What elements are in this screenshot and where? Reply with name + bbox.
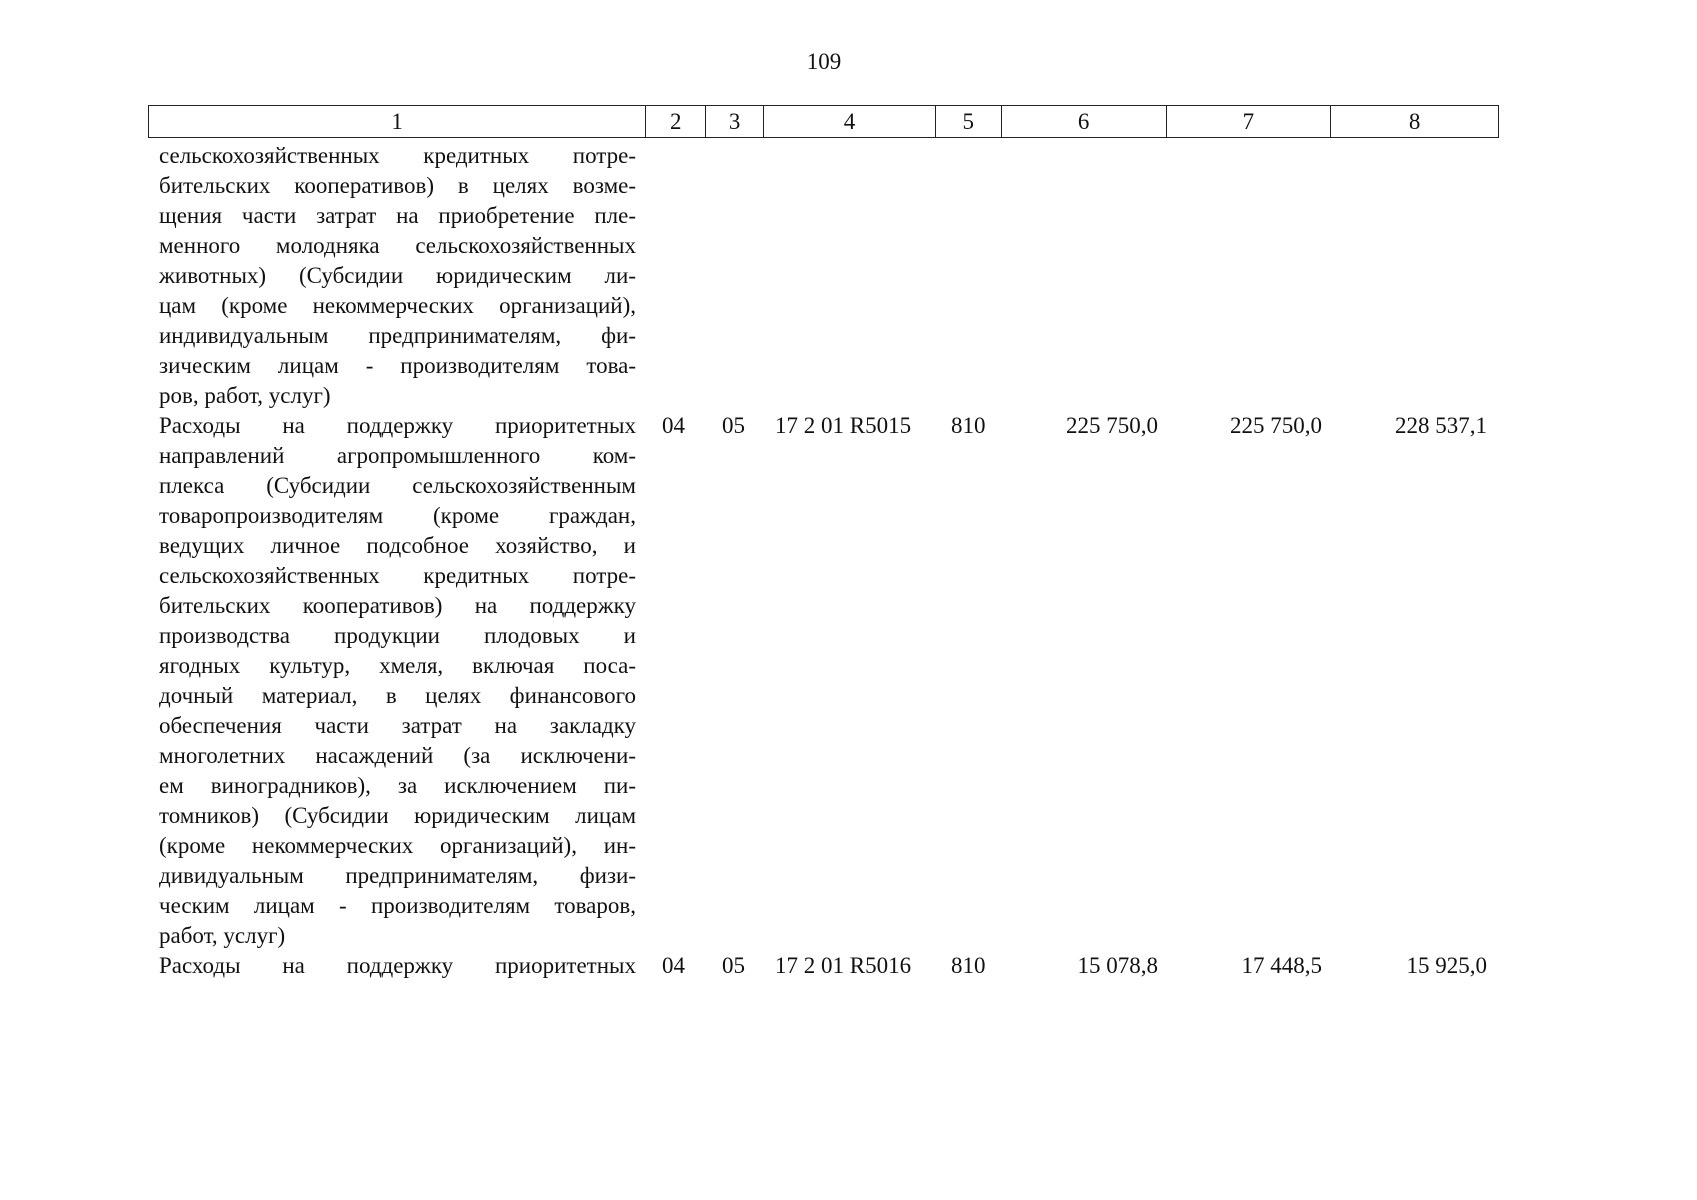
text-line: бительских кооперативов) в целях возме- <box>159 173 636 198</box>
text-line: бительских кооперативов) на поддержку <box>159 593 636 618</box>
amount-col7: 225 750,0 <box>1230 413 1322 438</box>
column-header-1: 1 <box>149 106 646 137</box>
text-line: менного молодняка сельскохозяйственных <box>159 233 636 258</box>
column-header-4: 4 <box>764 106 936 137</box>
text-line: томников) (Субсидии юридическим лицам <box>159 803 636 828</box>
amount-col8: 15 925,0 <box>1406 953 1487 978</box>
subsection-code: 05 <box>722 413 745 438</box>
text-line: плекса (Субсидии сельскохозяйственным <box>159 473 636 498</box>
text-line: Расходы на поддержку приоритетных <box>159 413 636 438</box>
table-row-description <box>159 141 636 411</box>
column-header-5: 5 <box>936 106 1002 137</box>
column-header-8: 8 <box>1408 109 1421 134</box>
text-line: направлений агропромышленного ком- <box>159 443 636 468</box>
text-line: щения части затрат на приобретение пле- <box>159 203 636 228</box>
amount-col8: 228 537,1 <box>1395 413 1487 438</box>
amount-col6: 225 750,0 <box>1066 413 1158 438</box>
text-line: ягодных культур, хмеля, включая поса- <box>159 653 636 678</box>
text-line: сельскохозяйственных кредитных потре- <box>159 143 636 168</box>
table-row-values <box>0 411 1568 441</box>
target-article-code: 17 2 01 R5015 <box>775 413 912 438</box>
text-line: ем виноградников), за исключением пи- <box>159 773 636 798</box>
text-line: зическим лицам - производителям това- <box>159 353 636 378</box>
column-header-3: 3 <box>706 106 764 137</box>
text-line: ческим лицам - производителям товаров, <box>159 893 636 918</box>
column-header-6: 6 <box>1002 106 1167 137</box>
text-line: цам (кроме некоммерческих организаций), <box>159 293 636 318</box>
table-row-description <box>159 411 636 951</box>
amount-col6: 15 078,8 <box>1077 953 1158 978</box>
expense-type-code: 810 <box>951 953 986 978</box>
column-header-2: 2 <box>646 106 706 137</box>
subsection-code: 05 <box>722 953 745 978</box>
text-line: ров, работ, услуг) <box>159 383 331 408</box>
text-line: сельскохозяйственных кредитных потре- <box>159 563 636 588</box>
text-line: товаропроизводителям (кроме граждан, <box>159 503 636 528</box>
target-article-code: 17 2 01 R5016 <box>775 953 912 978</box>
text-line: Расходы на поддержку приоритетных <box>159 953 636 978</box>
text-line: работ, услуг) <box>159 923 286 948</box>
section-code: 04 <box>662 953 685 978</box>
table-row-values <box>0 951 1568 981</box>
text-line: многолетних насаждений (за исключени- <box>159 743 636 768</box>
text-line: ведущих личное подсобное хозяйство, и <box>159 533 636 558</box>
text-line: животных) (Субсидии юридическим ли- <box>159 263 636 288</box>
text-line: дивидуальным предпринимателям, физи- <box>159 863 636 888</box>
text-line: обеспечения части затрат на закладку <box>159 713 636 738</box>
amount-col7: 17 448,5 <box>1241 953 1322 978</box>
text-line: индивидуальным предпринимателям, фи- <box>159 323 636 348</box>
text-line: (кроме некоммерческих организаций), ин- <box>159 833 636 858</box>
section-code: 04 <box>662 413 685 438</box>
column-header-7: 7 <box>1167 106 1332 137</box>
table-header <box>148 105 1499 138</box>
text-line: дочный материал, в целях финансового <box>159 683 636 708</box>
page-number: 109 <box>806 49 842 74</box>
expense-type-code: 810 <box>951 413 986 438</box>
text-line: производства продукции плодовых и <box>159 623 636 648</box>
